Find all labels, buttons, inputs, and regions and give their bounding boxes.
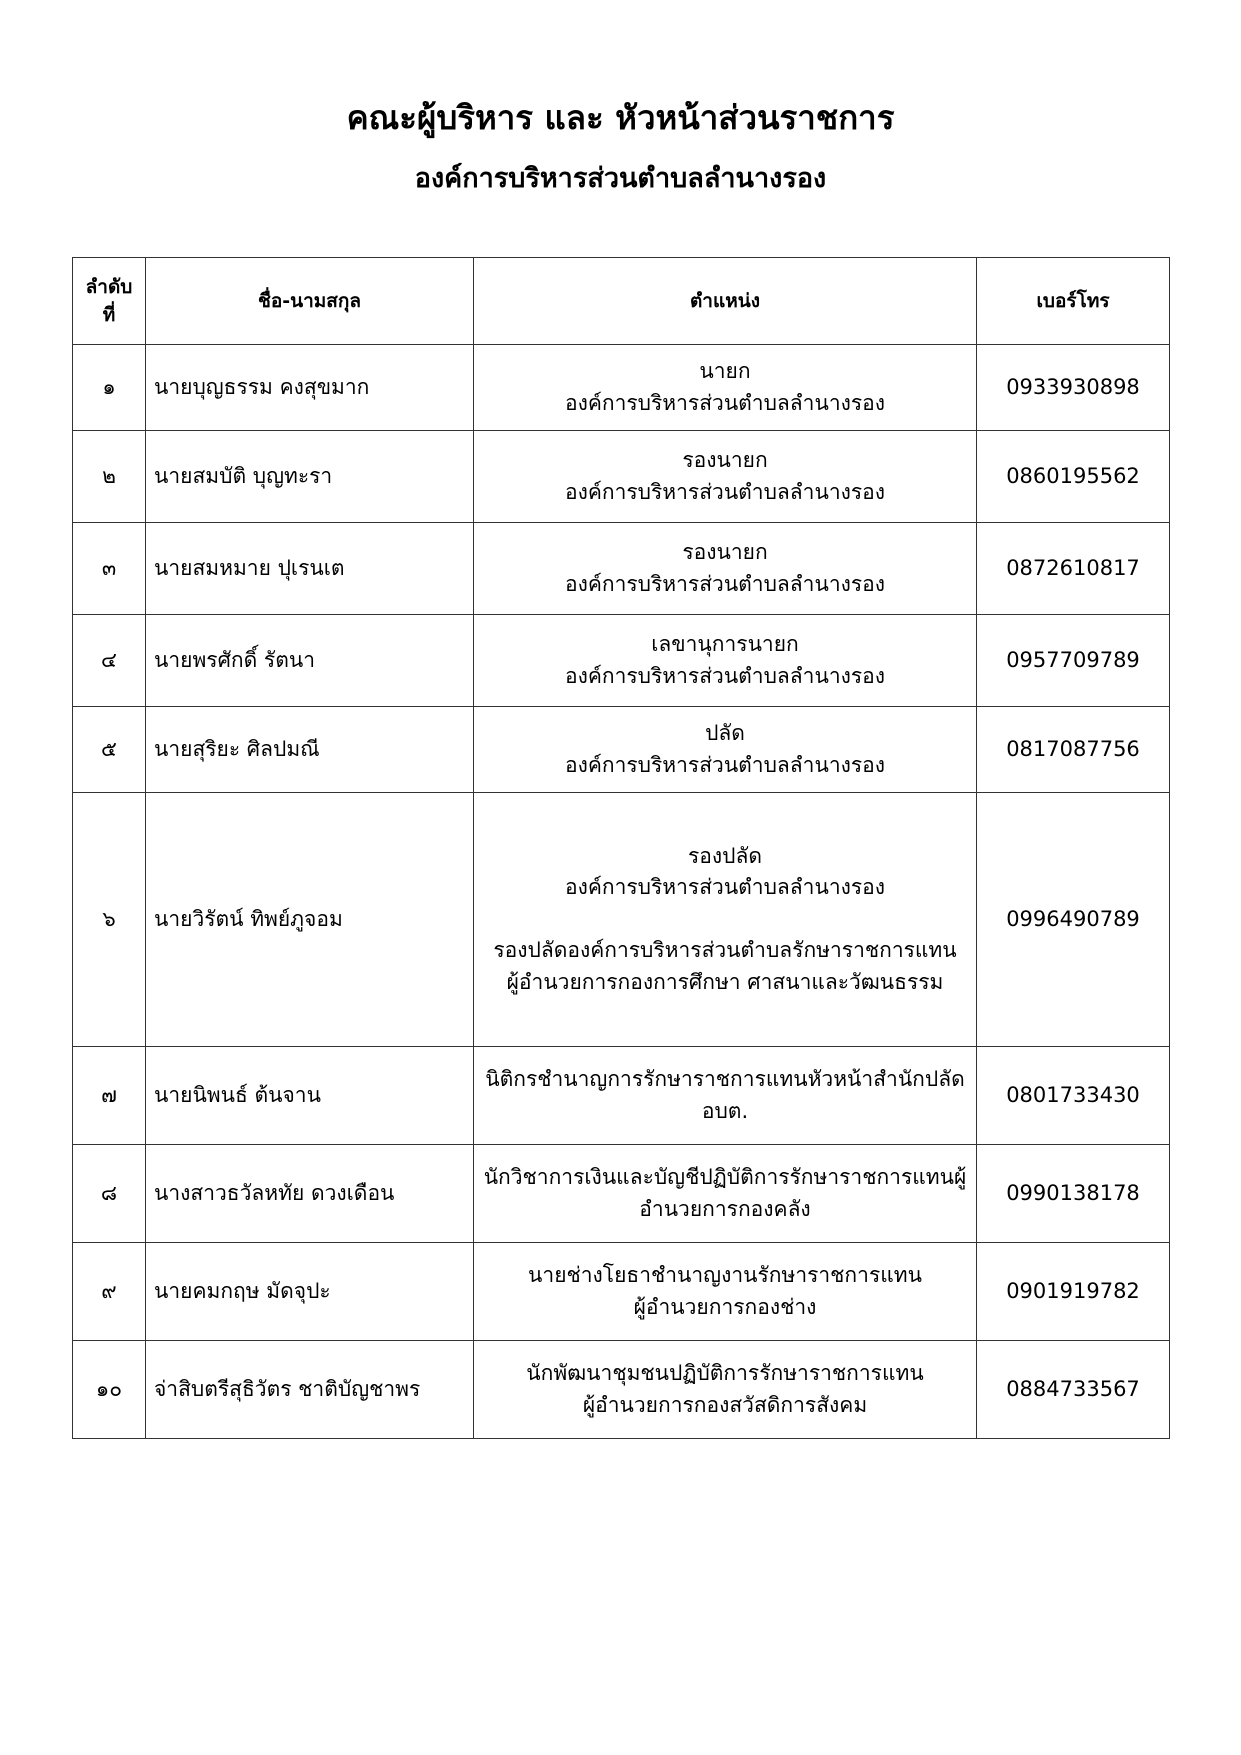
row-phone: 0801733430 [977,1047,1170,1145]
page-title: คณะผู้บริหาร และ หัวหน้าส่วนราชการ [346,98,895,137]
column-header-position: ตำแหน่ง [474,258,977,345]
row-position: รองปลัด องค์การบริหารส่วนตำบลลำนางรอง รองปลัดองค์การบริหารส่วนตำบลรักษาราชการแทน ผู้อำนวยการกองการศึกษา ศาสนาและวัฒนธรรม [474,793,977,1047]
row-position: นิติกรชำนาญการรักษาราชการแทนหัวหน้าสำนักปลัด อบต. [474,1047,977,1145]
row-name: นายคมกฤษ มัดจุปะ [146,1243,474,1341]
table-row [73,1243,1170,1341]
row-name: นายสมบัติ บุญทะรา [146,431,474,523]
row-name: นางสาวธวัลหทัย ดวงเดือน [146,1145,474,1243]
row-position: รองนายก องค์การบริหารส่วนตำบลลำนางรอง [474,523,977,615]
table-row [73,431,1170,523]
column-header-order: ลำดับที่ [73,258,146,345]
row-phone: 0884733567 [977,1341,1170,1439]
row-phone: 0901919782 [977,1243,1170,1341]
row-phone: 0933930898 [977,345,1170,431]
row-order: ๓ [73,523,146,615]
row-order: ๕ [73,707,146,793]
row-position: นายก องค์การบริหารส่วนตำบลลำนางรอง [474,345,977,431]
row-order: ๗ [73,1047,146,1145]
row-order: ๒ [73,431,146,523]
row-order: ๑๐ [73,1341,146,1439]
row-position: นักวิชาการเงินและบัญชีปฏิบัติการรักษาราชการแทนผู้อำนวยการกองคลัง [474,1145,977,1243]
table-row [73,345,1170,431]
row-order: ๔ [73,615,146,707]
table-row [73,615,1170,707]
row-name: จ่าสิบตรีสุธิวัตร ชาติบัญชาพร [146,1341,474,1439]
row-phone: 0860195562 [977,431,1170,523]
table-row [73,707,1170,793]
column-header-name: ชื่อ-นามสกุล [146,258,474,345]
row-position: นายช่างโยธาชำนาญงานรักษาราชการแทน ผู้อำนวยการกองช่าง [474,1243,977,1341]
row-name: นายสมหมาย ปุเรนเต [146,523,474,615]
row-phone: 0990138178 [977,1145,1170,1243]
row-name: นายสุริยะ ศิลปมณี [146,707,474,793]
row-order: ๙ [73,1243,146,1341]
staff-table [72,257,1170,1439]
table-row [73,1341,1170,1439]
row-position: เลขานุการนายก องค์การบริหารส่วนตำบลลำนางรอง [474,615,977,707]
row-phone: 0996490789 [977,793,1170,1047]
row-phone: 0817087756 [977,707,1170,793]
table-row [73,793,1170,1047]
column-header-phone: เบอร์โทร [977,258,1170,345]
row-phone: 0957709789 [977,615,1170,707]
row-position: ปลัด องค์การบริหารส่วนตำบลลำนางรอง [474,707,977,793]
row-position: นักพัฒนาชุมชนปฏิบัติการรักษาราชการแทน ผู้อำนวยการกองสวัสดิการสังคม [474,1341,977,1439]
row-phone: 0872610817 [977,523,1170,615]
page-subtitle: องค์การบริหารส่วนตำบลลำนางรอง [414,163,827,194]
row-order: ๑ [73,345,146,431]
row-order: ๖ [73,793,146,1047]
row-order: ๘ [73,1145,146,1243]
row-position: รองนายก องค์การบริหารส่วนตำบลลำนางรอง [474,431,977,523]
row-name: นายพรศักดิ์ รัตนา [146,615,474,707]
row-name: นายวิรัตน์ ทิพย์ภูจอม [146,793,474,1047]
row-name: นายนิพนธ์ ต้นจาน [146,1047,474,1145]
table-row [73,1047,1170,1145]
table-header-row [73,258,1170,345]
table-row [73,523,1170,615]
row-name: นายบุญธรรม คงสุขมาก [146,345,474,431]
table-row [73,1145,1170,1243]
